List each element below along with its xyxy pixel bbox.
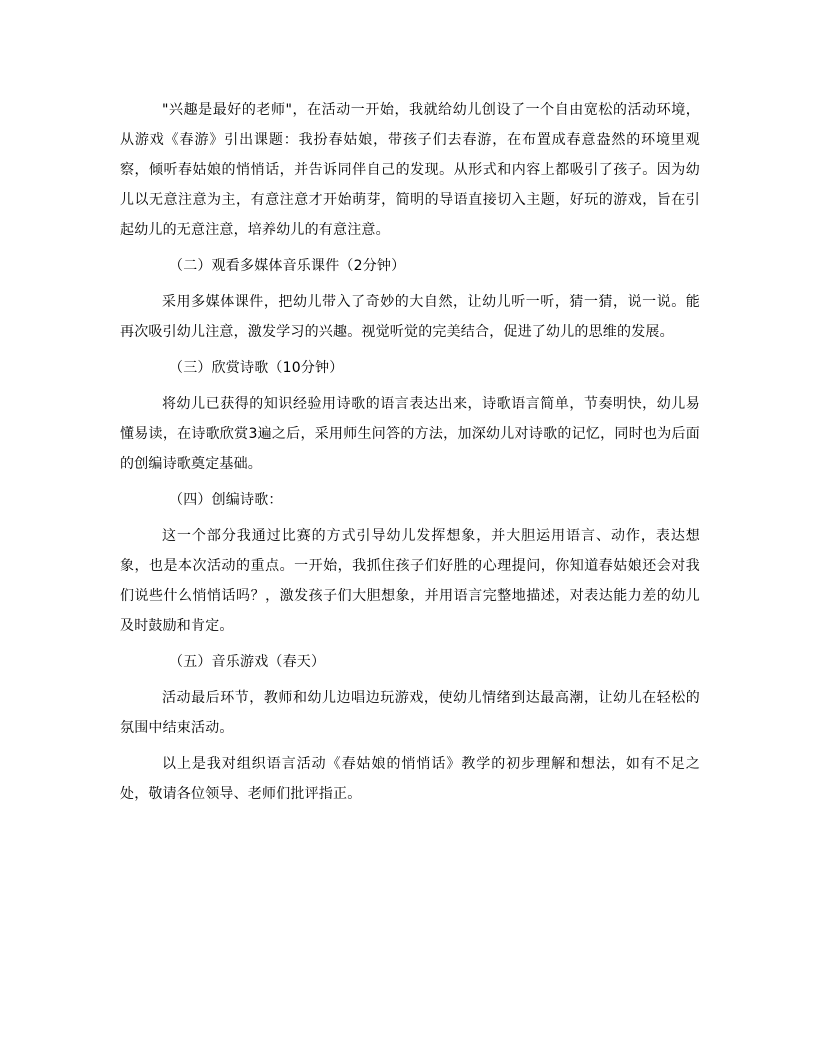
- paragraph-conclusion: 以上是我对组织语言活动《春姑娘的悄悄话》教学的初步理解和想法，如有不足之处，敬请各位领导、老师们批评指正。: [120, 756, 700, 802]
- paragraph-poetry: 将幼儿已获得的知识经验用诗歌的语言表达出来，诗歌语言简单，节奏明快，幼儿易懂易读，在诗歌欣赏3遍之后，采用师生问答的方法，加深幼儿对诗歌的记忆，同时也为后面的创编诗歌奠定基础。: [120, 396, 700, 472]
- document-body: [120, 95, 700, 815]
- section-heading-4: （四）创编诗歌：: [169, 492, 283, 508]
- paragraph-creation: 这一个部分我通过比赛的方式引导幼儿发挥想象，并大胆运用语言、动作，表达想象，也是本次活动的重点。一开始，我抓住孩子们好胜的心理提问，你知道春姑娘还会对我们说些什么悄悄话吗？，激发孩子们大胆想象，并用语言完整地描述，对表达能力差的幼儿及时鼓励和肯定。: [120, 528, 700, 634]
- paragraph-music-game: 活动最后环节，教师和幼儿边唱边玩游戏，使幼儿情绪到达最高潮，让幼儿在轻松的氛围中结束活动。: [120, 690, 700, 736]
- paragraph-multimedia: 采用多媒体课件，把幼儿带入了奇妙的大自然，让幼儿听一听，猜一猜，说一说。能再次吸引幼儿注意，激发学习的兴趣。视觉听觉的完美结合，促进了幼儿的思维的发展。: [120, 294, 700, 340]
- section-heading-3: （三）欣赏诗歌（10分钟）: [169, 360, 344, 376]
- section-heading-5: （五）音乐游戏（春天）: [169, 654, 326, 670]
- section-heading-2: （二）观看多媒体音乐课件（2分钟）: [169, 258, 406, 274]
- paragraph-intro: "兴趣是最好的老师"，在活动一开始，我就给幼儿创设了一个自由宽松的活动环境，从游戏《春游》引出课题：我扮春姑娘，带孩子们去春游，在布置成春意盎然的环境里观察，倾听春姑娘的悄悄话，并告诉同伴自己的发现。从形式和内容上都吸引了孩子。因为幼儿以无意注意为主，有意注意才开始萌芽，简明的导语直接切入主题，好玩的游戏，旨在引起幼儿的无意注意，培养幼儿的有意注意。: [120, 102, 700, 238]
